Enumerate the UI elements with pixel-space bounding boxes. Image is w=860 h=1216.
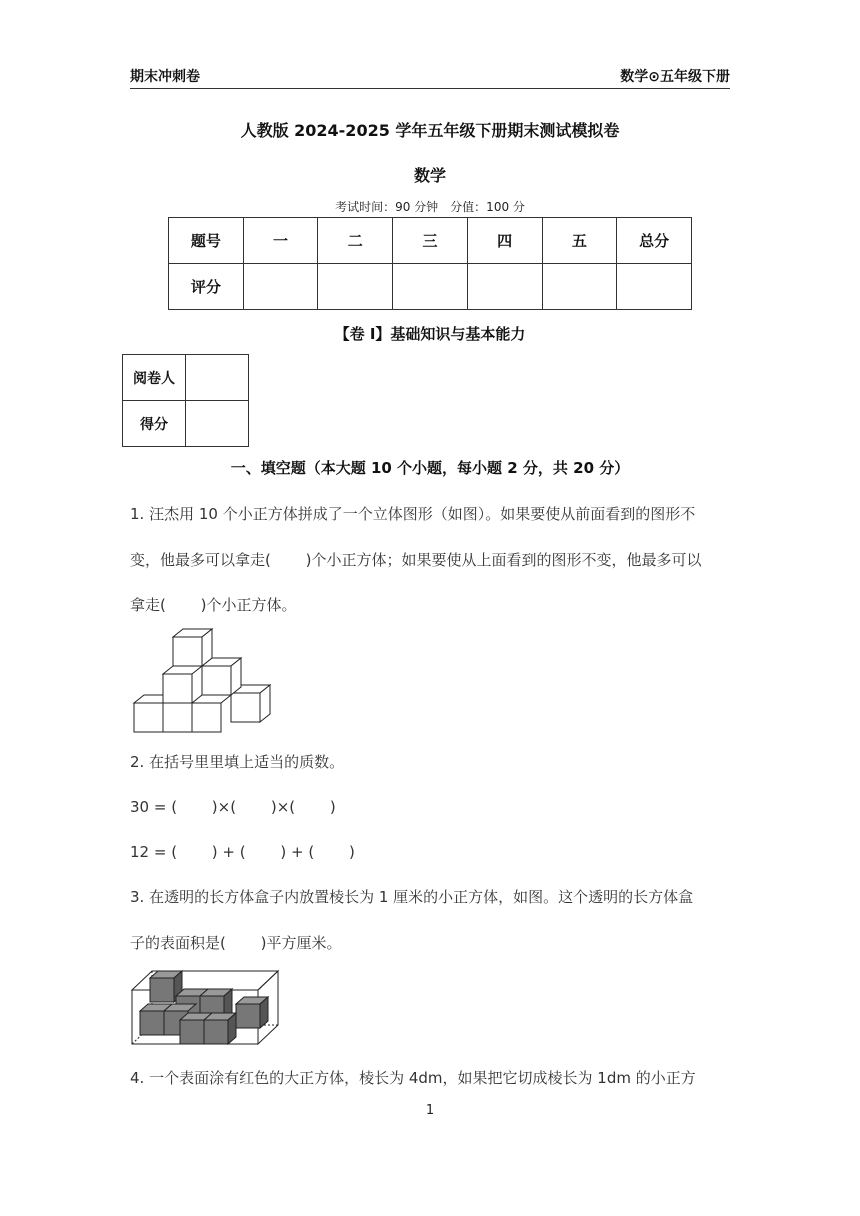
q2-line-1: 2. 在括号里里填上适当的质数。 [130, 753, 345, 771]
header-divider [130, 88, 730, 89]
q3-line-1: 3. 在透明的长方体盒子内放置棱长为 1 厘米的小正方体，如图。这个透明的长方体盒 [130, 888, 694, 906]
page-number: 1 [425, 1103, 435, 1118]
score-label: 得分 [123, 401, 186, 447]
score-header-cell: 三 [393, 218, 468, 264]
score-blank-cell [318, 264, 393, 310]
q2-line-3: 12 = ( ) + ( ) + ( ) [130, 843, 355, 861]
score-blank-cell [243, 264, 318, 310]
reviewer-label: 阅卷人 [123, 355, 186, 401]
header-right-text: 数学⊙五年级下册 [620, 69, 730, 85]
q3-line-2: 子的表面积是( )平方厘米。 [130, 934, 342, 952]
score-header-cell: 题号 [169, 218, 244, 264]
q3-box-figure [128, 966, 284, 1048]
q1-line-3: 拿走( )个小正方体。 [130, 596, 297, 614]
q1-line-1: 1. 汪杰用 10 个小正方体拼成了一个立体图形（如图）。如果要使从前面看到的图形不 [130, 505, 696, 523]
part-title: 【卷 I】基础知识与基本能力 [334, 325, 526, 343]
subject-title: 数学 [413, 166, 446, 185]
score-header-cell: 一 [243, 218, 318, 264]
score-table-header-row [169, 218, 692, 264]
score-blank-cell [467, 264, 542, 310]
score-blank-cell [393, 264, 468, 310]
score-row-label: 评分 [169, 264, 244, 310]
score-table [168, 217, 692, 310]
q1-cube-figure [130, 625, 280, 735]
grader-table [122, 354, 249, 447]
section-heading: 一、填空题（本大题 10 个小题，每小题 2 分，共 20 分） [230, 459, 630, 477]
exam-info: 考试时间：90 分钟 分值：100 分 [335, 200, 525, 214]
exam-title: 人教版 2024-2025 学年五年级下册期末测试模拟卷 [240, 121, 620, 140]
score-table-score-row [169, 264, 692, 310]
header-left-text: 期末冲刺卷 [130, 69, 200, 85]
score-blank-cell [617, 264, 692, 310]
score-blank-cell [542, 264, 617, 310]
score-header-cell: 四 [467, 218, 542, 264]
score-blank-cell [186, 401, 249, 447]
q2-line-2: 30 = ( )×( )×( ) [130, 798, 336, 816]
score-header-cell: 二 [318, 218, 393, 264]
score-header-cell: 总分 [617, 218, 692, 264]
score-header-cell: 五 [542, 218, 617, 264]
q4-line-1: 4. 一个表面涂有红色的大正方体，棱长为 4dm，如果把它切成棱长为 1dm 的小正方 [130, 1069, 696, 1087]
reviewer-blank-cell [186, 355, 249, 401]
q1-line-2: 变，他最多可以拿走( )个小正方体；如果要使从上面看到的图形不变，他最多可以 [130, 551, 702, 569]
